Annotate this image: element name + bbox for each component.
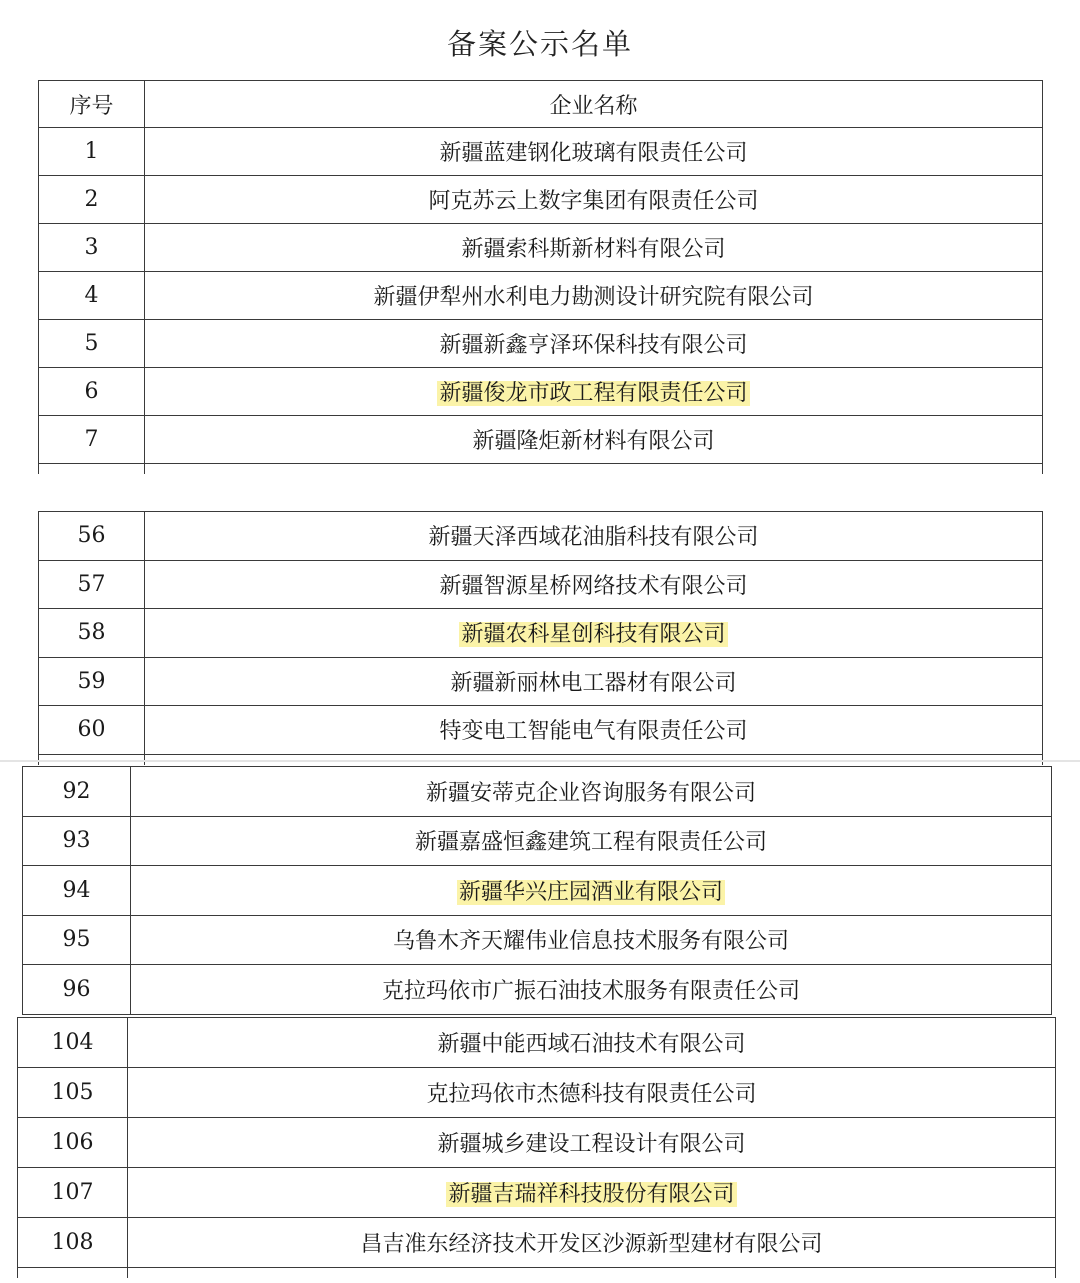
header-name: 企业名称	[145, 81, 1043, 128]
table-segment	[22, 766, 1052, 1015]
table-row-cutoff	[18, 1268, 1056, 1279]
table-segment	[17, 1017, 1056, 1278]
table-segment	[38, 80, 1043, 474]
row-seq: 108	[18, 1218, 128, 1268]
row-name-cell	[145, 320, 1043, 368]
company-name: 新疆嘉盛恒鑫建筑工程有限责任公司	[414, 830, 767, 856]
row-name-cell	[145, 272, 1043, 320]
table-row	[18, 1168, 1056, 1218]
row-name-cell	[131, 915, 1052, 965]
row-seq: 95	[23, 915, 131, 965]
row-seq: 57	[39, 560, 145, 609]
company-name: 特变电工智能电气有限责任公司	[439, 719, 748, 745]
company-name: 新疆蓝建钢化玻璃有限责任公司	[439, 141, 748, 166]
row-name-cell	[131, 816, 1052, 866]
row-name-cell	[131, 866, 1052, 916]
row-seq: 5	[39, 320, 145, 368]
row-seq: 94	[23, 866, 131, 916]
table-header-row	[39, 81, 1043, 128]
table-row	[23, 915, 1052, 965]
table-row	[39, 224, 1043, 272]
row-name-cell	[131, 965, 1052, 1015]
row-seq: 60	[39, 706, 145, 755]
table-row	[18, 1068, 1056, 1118]
cutoff-cell	[39, 464, 145, 475]
company-name: 新疆吉瑞祥科技股份有限公司	[448, 1182, 735, 1207]
row-name-cell	[145, 657, 1043, 706]
table-row	[39, 176, 1043, 224]
table-row	[39, 657, 1043, 706]
row-seq: 6	[39, 368, 145, 416]
company-name: 新疆华兴庄园酒业有限公司	[458, 879, 723, 905]
company-name: 新疆天泽西域花油脂科技有限公司	[428, 525, 759, 551]
row-name-cell	[145, 706, 1043, 755]
company-name: 昌吉准东经济技术开发区沙源新型建材有限公司	[360, 1232, 823, 1257]
row-name-cell	[145, 128, 1043, 176]
row-seq: 2	[39, 176, 145, 224]
cutoff-cell	[18, 1268, 128, 1279]
row-seq: 104	[18, 1018, 128, 1068]
company-name: 克拉玛依市杰德科技有限责任公司	[426, 1082, 757, 1107]
table-row	[39, 368, 1043, 416]
company-name: 新疆伊犁州水利电力勘测设计研究院有限公司	[373, 285, 814, 310]
row-name-cell	[145, 560, 1043, 609]
cutoff-cell	[128, 1268, 1056, 1279]
table-row	[23, 816, 1052, 866]
row-name-cell	[145, 512, 1043, 561]
row-seq: 96	[23, 965, 131, 1015]
page-title: 备案公示名单	[446, 27, 633, 61]
table-row	[39, 416, 1043, 464]
table-row-cutoff	[39, 464, 1043, 475]
company-name: 乌鲁木齐天耀伟业信息技术服务有限公司	[392, 929, 789, 955]
company-name: 阿克苏云上数字集团有限责任公司	[428, 189, 759, 214]
table-row	[39, 272, 1043, 320]
table-row	[23, 767, 1052, 817]
company-name: 新疆智源星桥网络技术有限公司	[439, 573, 748, 599]
screenshot-divider	[0, 760, 1080, 762]
company-name: 新疆城乡建设工程设计有限公司	[437, 1132, 746, 1157]
row-name-cell	[128, 1168, 1056, 1218]
row-seq: 105	[18, 1068, 128, 1118]
table-row	[39, 320, 1043, 368]
row-name-cell	[131, 767, 1052, 817]
header-seq: 序号	[39, 81, 145, 128]
table-row	[39, 512, 1043, 561]
row-seq: 92	[23, 767, 131, 817]
row-seq: 1	[39, 128, 145, 176]
table-segment	[38, 511, 1043, 765]
row-seq: 7	[39, 416, 145, 464]
row-seq: 93	[23, 816, 131, 866]
company-name: 新疆新丽林电工器材有限公司	[450, 670, 737, 696]
row-name-cell	[128, 1118, 1056, 1168]
cutoff-cell	[145, 464, 1043, 475]
company-name: 新疆隆炬新材料有限公司	[472, 429, 715, 454]
row-name-cell	[145, 368, 1043, 416]
table-row	[23, 866, 1052, 916]
row-name-cell	[145, 224, 1043, 272]
row-name-cell	[128, 1068, 1056, 1118]
row-seq: 56	[39, 512, 145, 561]
table-row	[39, 609, 1043, 658]
row-name-cell	[145, 176, 1043, 224]
row-name-cell	[128, 1218, 1056, 1268]
row-name-cell	[128, 1018, 1056, 1068]
table-row	[18, 1218, 1056, 1268]
company-name: 新疆中能西域石油技术有限公司	[437, 1032, 746, 1057]
company-name: 新疆索科斯新材料有限公司	[461, 237, 726, 262]
row-seq: 58	[39, 609, 145, 658]
table-row	[18, 1118, 1056, 1168]
row-seq: 106	[18, 1118, 128, 1168]
company-name: 新疆新鑫亨泽环保科技有限公司	[439, 333, 748, 358]
company-name: 新疆农科星创科技有限公司	[461, 622, 726, 648]
row-seq: 107	[18, 1168, 128, 1218]
company-name: 克拉玛依市广振石油技术服务有限责任公司	[381, 978, 800, 1004]
row-seq: 3	[39, 224, 145, 272]
row-name-cell	[145, 609, 1043, 658]
table-row	[39, 128, 1043, 176]
table-row	[18, 1018, 1056, 1068]
company-name: 新疆安蒂克企业咨询服务有限公司	[425, 780, 756, 806]
table-row	[39, 560, 1043, 609]
row-seq: 59	[39, 657, 145, 706]
company-name: 新疆俊龙市政工程有限责任公司	[439, 381, 748, 406]
row-seq: 4	[39, 272, 145, 320]
table-row	[39, 706, 1043, 755]
row-name-cell	[145, 416, 1043, 464]
table-row	[23, 965, 1052, 1015]
